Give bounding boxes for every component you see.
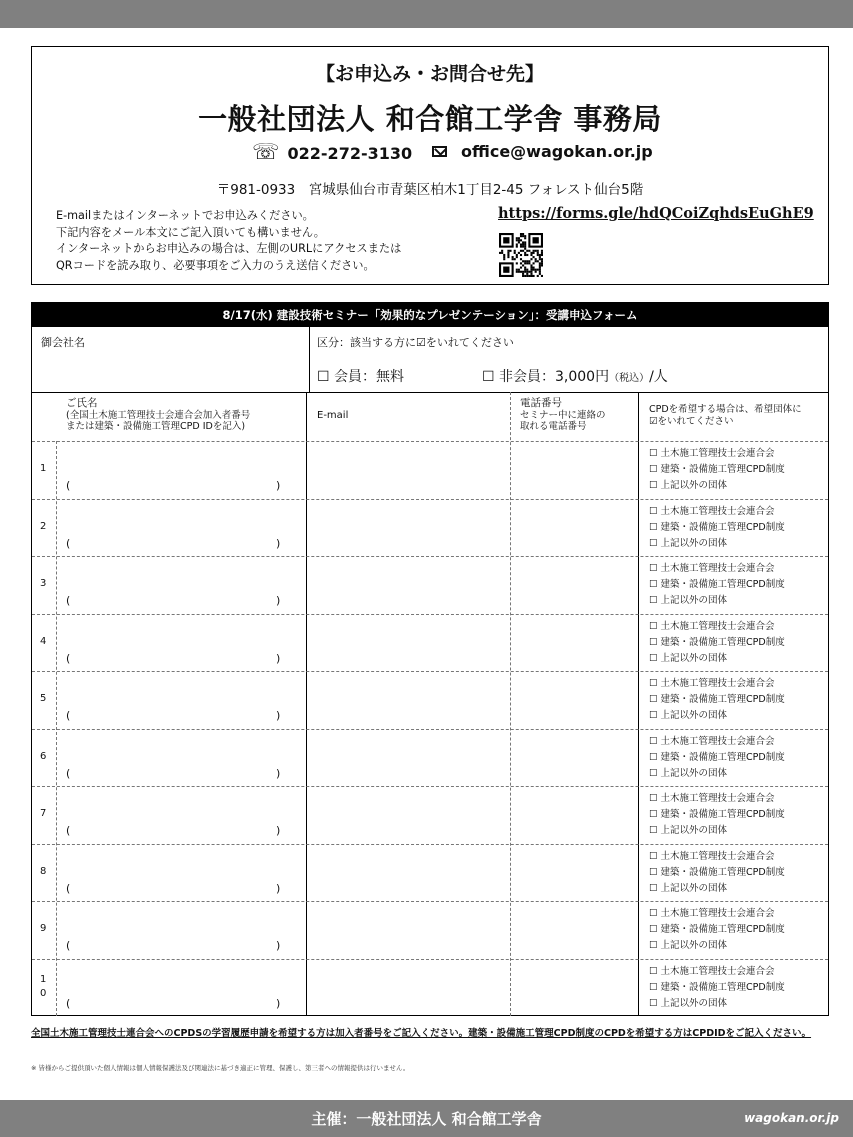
cpd-option-checkbox[interactable]: ☐ 上記以外の団体	[649, 537, 728, 549]
cpd-option-checkbox[interactable]: ☐ 上記以外の団体	[649, 882, 728, 894]
note-line: E-mailまたはインターネットでお申込みください。	[56, 209, 314, 222]
paren-open: (	[66, 939, 71, 952]
paren-close: )	[276, 939, 281, 952]
paren-close: )	[276, 881, 281, 895]
row-number: 1	[40, 463, 47, 474]
paren-close: )	[276, 709, 281, 722]
phone-header-line: 取れる電話番号	[520, 421, 587, 432]
cpd-option-checkbox[interactable]: ☐ 上記以外の団体	[649, 767, 728, 779]
cpd-footnote: 全国土木施工管理技士連合会へのCPDSの学習履歴申請を希望する方は加入者番号をご記入ください。建築・設備施工管理CPD制度のCPDを希望する方はCPDIDをご記入ください。	[31, 1028, 812, 1039]
cpd-option-checkbox[interactable]: ☐ 上記以外の団体	[649, 480, 728, 491]
phone-line	[252, 142, 412, 164]
cpd-option-checkbox[interactable]: ☐ 土木施工管理技士会連合会	[649, 850, 775, 862]
row-divider	[32, 556, 828, 557]
row-number: 2	[40, 520, 47, 532]
cpd-options	[649, 849, 785, 897]
email-address[interactable]: office@wagokan.or.jp	[461, 142, 653, 161]
footer-url[interactable]: wagokan.or.jp	[744, 1111, 839, 1125]
application-form	[31, 302, 829, 1016]
cpd-options	[649, 964, 785, 1012]
row-number: 3	[40, 578, 47, 589]
name-column-header	[66, 398, 250, 433]
privacy-note: ※ 皆様からご提供頂いた個人情報は個人情報保護法及び関連法に基づき適正に管理、保護し、第三者への情報提供は行いません。	[31, 1064, 410, 1072]
cpd-option-checkbox[interactable]: ☐ 建築・設備施工管理CPD制度	[649, 924, 785, 935]
row-number: 1 0	[40, 973, 47, 999]
row-divider	[32, 614, 828, 615]
cpd-option-checkbox[interactable]: ☐ 土木施工管理技士会連合会	[649, 505, 775, 517]
cpd-option-checkbox[interactable]: ☐ 土木施工管理技士会連合会	[649, 965, 775, 977]
cpd-option-checkbox[interactable]: ☐ 土木施工管理技士会連合会	[649, 678, 775, 689]
cpd-header-line: ☑をいれてください	[649, 415, 734, 427]
cpd-option-checkbox[interactable]: ☐ 上記以外の団体	[649, 997, 728, 1009]
cpd-option-checkbox[interactable]: ☐ 建築・設備施工管理CPD制度	[649, 751, 785, 763]
form-url-link[interactable]: https://forms.gle/hdQCoiZqhdsEuGhE9	[498, 205, 814, 222]
cpd-option-checkbox[interactable]: ☐ 建築・設備施工管理CPD制度	[649, 866, 785, 878]
paren-close: )	[276, 594, 281, 607]
member-checkbox[interactable]: ☐ 会員：無料	[317, 369, 405, 385]
address: 〒981-0933 宮城県仙台市青葉区柏木1丁目2-45 フォレスト仙台5階	[216, 182, 644, 198]
top-bar	[0, 0, 853, 28]
cpd-options	[649, 446, 785, 494]
paren-close: )	[276, 651, 281, 665]
cpd-option-checkbox[interactable]: ☐ 建築・設備施工管理CPD制度	[649, 694, 785, 705]
cpd-option-checkbox[interactable]: ☐ 建築・設備施工管理CPD制度	[649, 636, 785, 648]
paren-open: (	[66, 881, 71, 895]
note-line: QRコードを読み取り、必要事項をご入力のうえ送信ください。	[56, 258, 375, 272]
row-divider	[32, 959, 828, 960]
phone-icon: ☏	[252, 140, 280, 165]
paren-close: )	[276, 766, 281, 780]
paren-open: (	[66, 594, 71, 607]
per-person: /人	[649, 369, 668, 385]
mail-icon	[432, 146, 447, 157]
phone-column-header	[520, 398, 606, 433]
contact-box	[31, 46, 829, 285]
cpd-option-checkbox[interactable]: ☐ 土木施工管理技士会連合会	[649, 908, 775, 919]
qr-code[interactable]	[499, 233, 543, 277]
paren-open: (	[66, 536, 71, 550]
name-header-line: ご氏名	[66, 397, 98, 409]
cpd-options	[649, 676, 785, 724]
paren-open: (	[66, 996, 71, 1010]
cpd-option-checkbox[interactable]: ☐ 建築・設備施工管理CPD制度	[649, 981, 785, 993]
email-line	[432, 142, 653, 161]
cpd-option-checkbox[interactable]: ☐ 建築・設備施工管理CPD制度	[649, 521, 785, 533]
cpd-header-line: CPDを希望する場合は、希望団体に	[649, 404, 802, 415]
row-divider	[32, 844, 828, 845]
paren-close: )	[276, 536, 281, 550]
footer-host: 主催：一般社団法人 和合館工学舎	[311, 1110, 542, 1128]
row-divider	[32, 729, 828, 730]
name-header-line: または建築・設備施工管理CPD IDを記入)	[66, 421, 246, 432]
paren-close: )	[276, 824, 281, 837]
phone-number[interactable]: 022-272-3130	[287, 143, 413, 163]
organization-name: 一般社団法人 和合館工学舎 事務局	[198, 102, 662, 136]
email-column-header: E-mail	[317, 410, 349, 421]
footer-bar	[0, 1100, 853, 1137]
paren-open: (	[66, 479, 71, 492]
tax-note: （税込）	[609, 373, 650, 384]
paren-close: )	[276, 479, 281, 492]
note-line: 下記内容をメール本文にご記入頂いても構いません。	[56, 225, 325, 239]
contact-heading: 【お申込み・お問合せ先】	[315, 63, 544, 85]
column-divider	[306, 392, 307, 1016]
cpd-option-checkbox[interactable]: ☐ 建築・設備施工管理CPD制度	[649, 809, 785, 820]
cpd-option-checkbox[interactable]: ☐ 土木施工管理技士会連合会	[649, 448, 775, 459]
phone-header-line: 電話番号	[520, 397, 562, 409]
category-label: 区分：該当する方に☑をいれてください	[317, 336, 514, 349]
paren-open: (	[66, 824, 71, 837]
company-name-label: 御会社名	[41, 336, 85, 349]
column-divider	[638, 392, 639, 1016]
row-divider	[32, 499, 828, 500]
paren-open: (	[66, 651, 71, 665]
nonmember-checkbox[interactable]	[482, 366, 668, 386]
paren-close: )	[276, 996, 281, 1010]
cpd-option-checkbox[interactable]: ☐ 土木施工管理技士会連合会	[649, 735, 775, 747]
paren-open: (	[66, 766, 71, 780]
cpd-option-checkbox[interactable]: ☐ 建築・設備施工管理CPD制度	[649, 464, 785, 475]
cpd-option-checkbox[interactable]: ☐ 上記以外の団体	[649, 825, 728, 836]
cpd-option-checkbox[interactable]: ☐ 上記以外の団体	[649, 940, 728, 951]
cpd-options	[649, 734, 785, 782]
cpd-column-header	[649, 404, 802, 427]
divider	[32, 392, 828, 393]
row-number: 7	[40, 808, 47, 819]
cpd-options	[649, 906, 785, 954]
row-number: 5	[40, 693, 47, 704]
divider	[309, 327, 310, 392]
phone-header-line: セミナー中に連絡の	[520, 409, 606, 421]
row-divider	[32, 786, 828, 787]
name-header-line: (全国土木施工管理技士会連合会加入者番号	[66, 409, 251, 421]
row-number: 9	[40, 923, 47, 934]
cpd-option-checkbox[interactable]: ☐ 土木施工管理技士会連合会	[649, 620, 775, 632]
cpd-options	[649, 561, 785, 609]
cpd-option-checkbox[interactable]: ☐ 建築・設備施工管理CPD制度	[649, 579, 785, 590]
cpd-option-checkbox[interactable]: ☐ 上記以外の団体	[649, 710, 728, 721]
row-number: 4	[40, 635, 47, 647]
cpd-options	[649, 791, 785, 839]
row-number: 6	[40, 750, 47, 762]
form-title: 8/17(水) 建設技術セミナー「効果的なプレゼンテーション」：受講申込フォーム	[32, 303, 828, 327]
row-divider	[32, 441, 828, 442]
row-divider	[32, 671, 828, 672]
cpd-options	[649, 619, 785, 667]
cpd-option-checkbox[interactable]: ☐ 上記以外の団体	[649, 595, 728, 606]
cpd-options	[649, 504, 785, 552]
cpd-option-checkbox[interactable]: ☐ 土木施工管理技士会連合会	[649, 793, 775, 804]
nonmember-label: ☐ 非会員：3,000円	[482, 369, 610, 385]
paren-open: (	[66, 709, 71, 722]
row-divider	[32, 901, 828, 902]
application-note	[56, 208, 401, 274]
column-divider	[510, 392, 511, 1016]
row-number: 8	[40, 865, 47, 877]
note-line: インターネットからお申込みの場合は、左側のURLにアクセスまたは	[56, 242, 402, 255]
cpd-option-checkbox[interactable]: ☐ 土木施工管理技士会連合会	[649, 563, 775, 574]
cpd-option-checkbox[interactable]: ☐ 上記以外の団体	[649, 652, 728, 664]
